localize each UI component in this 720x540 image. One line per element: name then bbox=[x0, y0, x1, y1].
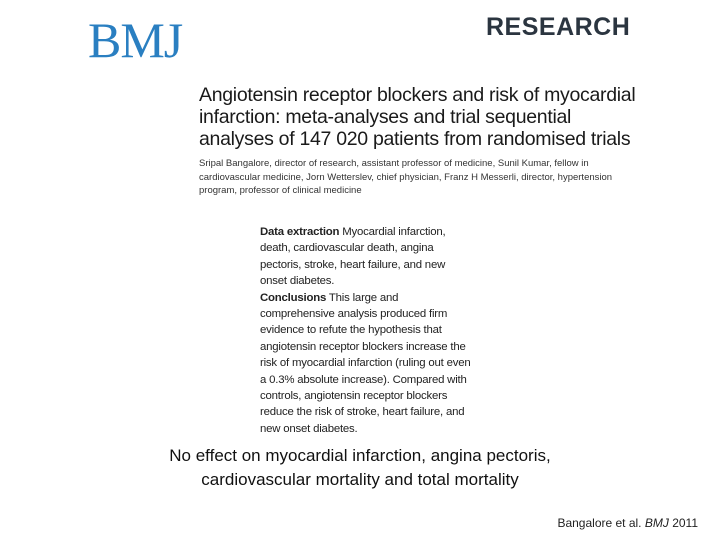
caption-line-1: No effect on myocardial infarction, angina pectoris, bbox=[169, 446, 551, 465]
citation bbox=[557, 516, 698, 530]
citation-prefix: Bangalore et al. bbox=[557, 516, 645, 530]
conclusions-paragraph bbox=[260, 290, 474, 438]
data-extraction-paragraph bbox=[260, 224, 474, 290]
article-authors: Sripal Bangalore, director of research, assistant professor of medicine, Sunil Kumar, fellow in cardiovascular medicine, Jorn Wetterslev, chief physician, Franz H Messerli, director, hypertension program, professor of clinical medicine bbox=[199, 158, 613, 196]
citation-journal: BMJ bbox=[644, 516, 669, 530]
conclusions-label: Conclusions bbox=[260, 291, 327, 304]
slide-caption bbox=[100, 444, 620, 492]
article-title: Angiotensin receptor blockers and risk of myocardial infarction: meta-analyses and trial sequential analyses of 147 020 patients from randomised trials bbox=[199, 84, 636, 150]
abstract-excerpt bbox=[260, 224, 474, 437]
section-label: RESEARCH bbox=[486, 13, 631, 41]
caption-line-2: cardiovascular mortality and total mortality bbox=[201, 470, 519, 489]
conclusions-text: This large and comprehensive analysis produced firm evidence to refute the hypothesis that angiotensin receptor blockers increase the risk of myocardial infarction (ruling out even a 0.3% absolute increase). Compared with controls, angiotensin receptor blockers reduce the risk of stroke, heart failure, and new onset diabetes. bbox=[260, 291, 471, 435]
citation-year: 2011 bbox=[668, 516, 698, 530]
data-extraction-label: Data extraction bbox=[260, 226, 340, 238]
data-extraction-text: Myocardial infarction, death, cardiovascular death, angina pectoris, stroke, heart failure, and new onset diabetes. bbox=[260, 226, 446, 288]
bmj-logo: BMJ bbox=[88, 12, 183, 68]
